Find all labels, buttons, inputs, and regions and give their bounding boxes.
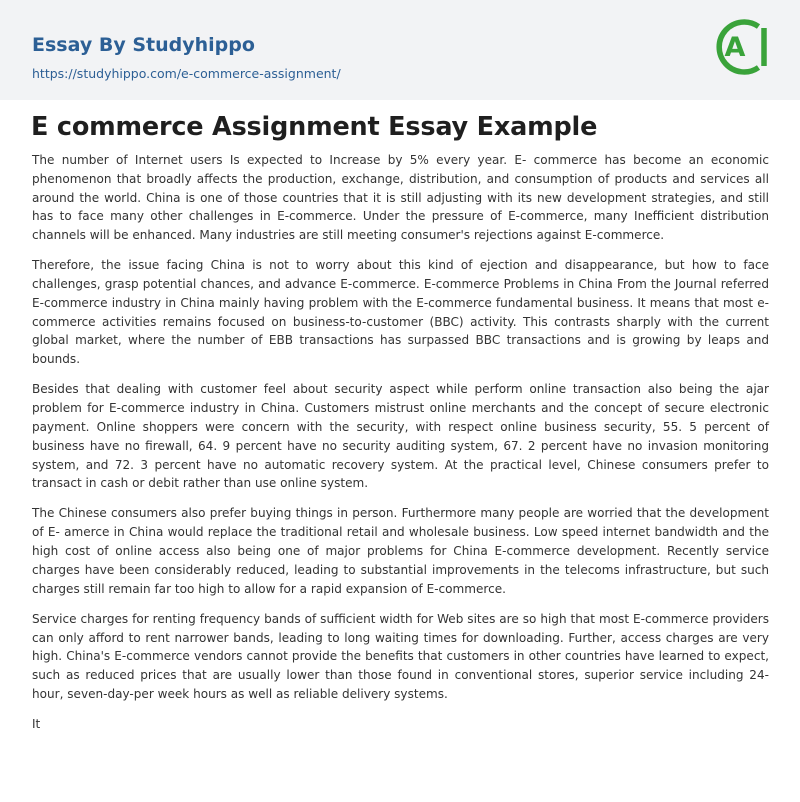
article-paragraph: Besides that dealing with customer feel about security aspect while perform online transaction also being the ajar problem for E-commerce industry in China. Customers mistrust online merchants and the concept of secure electronic payment. Online shoppers were concern with the security, with respect online business security, 55. 5 percent of business have no firewall, 64. 9 percent have no security auditing system, 67. 2 percent have no invasion monitoring system, and 72. 3 percent have no automatic recovery system. At the practical level, Chinese consumers prefer to transact in cash or debit rather than use online system.	[32, 382, 769, 491]
studyhippo-logo-icon[interactable]	[712, 14, 772, 80]
article-paragraph: Therefore, the issue facing China is not to worry about this kind of ejection and disappearance, but how to face challenges, grasp potential chances, and advance E-commerce. E-commerce Problems in China From the Journal referred E-commerce industry in China mainly having problem with the E-commerce fundamental business. It means that most e-commerce activities remains focused on business-to-customer (BBC) activity. This contrasts sharply with the current global market, where the number of EBB transactions has surpassed BBC transactions and is growing by leaps and bounds.	[32, 258, 769, 367]
logo-letter: A	[724, 32, 746, 63]
site-header	[0, 0, 800, 100]
article-title: E commerce Assignment Essay Example	[31, 112, 598, 142]
article-body	[32, 151, 769, 745]
article-paragraph: Service charges for renting frequency bands of sufficient width for Web sites are so high that most E-commerce providers can only afford to rent narrower bands, leading to long waiting times for downloading. Further, access charges are very high. China's E-commerce vendors cannot provide the benefits that customers in other countries have learned to expect, such as reduced prices that are usually lower than those found in conventional stores, superior service including 24- hour, seven-day-per week hours as well as reliable delivery systems.	[32, 611, 769, 701]
site-brand[interactable]: Essay By Studyhippo	[32, 34, 255, 56]
article-paragraph: It	[32, 717, 41, 731]
page-url-link[interactable]: https://studyhippo.com/e-commerce-assignment/	[32, 66, 341, 81]
article-paragraph: The Chinese consumers also prefer buying things in person. Furthermore many people are worried that the development of E- amerce in China would replace the traditional retail and wholesale business. Low speed internet bandwidth and the high cost of online access also being one of major problems for China E-commerce development. Recently service charges have been considerably reduced, leading to substantial improvements in the telecoms infrastructure, but such charges still remain far too high to allow for a rapid expansion of E-commerce.	[32, 506, 769, 596]
article-paragraph: The number of Internet users Is expected to Increase by 5% every year. E- commerce has become an economic phenomenon that broadly affects the production, exchange, distribution, and consumption of products and services all around the world. China is one of those countries that it is still adjusting with its new development strategies, and still has to face many other challenges in E-commerce. Under the pressure of E-commerce, many Inefficient distribution channels will be enhanced. Many industries are still meeting consumer's rejections against E-commerce.	[32, 153, 769, 243]
